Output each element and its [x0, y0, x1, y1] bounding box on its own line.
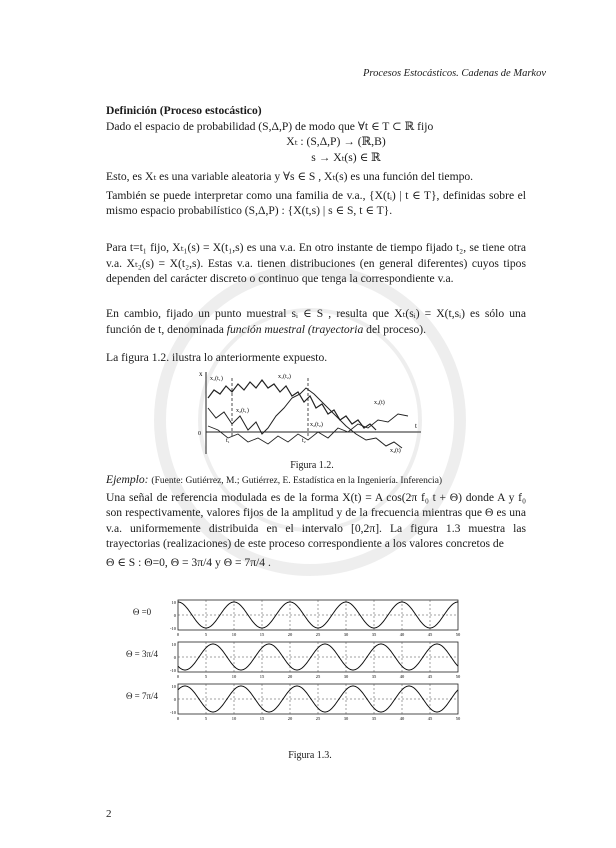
- fig3-x-tick: 0: [176, 716, 180, 721]
- fig3-y-tick: -10: [170, 710, 176, 715]
- fig3-y-tick: 0: [173, 613, 176, 618]
- fig3-x-tick: 5: [204, 716, 208, 721]
- figure-1-2-caption: Figura 1.2.: [290, 460, 334, 471]
- fig3-x-tick: 15: [259, 674, 265, 679]
- fig3-x-tick: 45: [427, 632, 433, 637]
- fig3-x-tick: 20: [287, 716, 293, 721]
- fig3-x-tick: 45: [427, 716, 433, 721]
- fig3-x-tick: 30: [343, 632, 349, 637]
- fig3-x-tick: 40: [399, 716, 405, 721]
- fig3-x-tick: 40: [399, 674, 405, 679]
- fig3-row-plot: [118, 682, 478, 724]
- fig3-x-tick: 0: [176, 674, 180, 679]
- fig3-y-tick: 10: [171, 600, 176, 605]
- fig3-x-tick: 35: [371, 674, 377, 679]
- fig2-label-x4t: x₄(t): [390, 448, 401, 454]
- fig3-x-tick: 10: [231, 632, 237, 637]
- fig3-x-tick: 35: [371, 716, 377, 721]
- fig2-label-t: t: [415, 422, 417, 430]
- running-header: Procesos Estocásticos. Cadenas de Markov: [362, 68, 546, 79]
- paragraph-fixed-time: Para t=t₁ fijo, Xₜ₁(s) = X(t₁,s) es una v.a. En otro instante de tiempo fijado t₂, se tiene otra v.a. Xₜ₂(s) = X(t₂,s). Estas v.a. tienen distribuciones (en general diferentes) cuyos tipos dependen del carácter discreto o continuo que tenga la correspondiente v.a.: [106, 241, 526, 285]
- fig3-x-tick: 35: [371, 632, 377, 637]
- example-label: Ejemplo:: [106, 473, 149, 486]
- fig3-x-tick: 5: [204, 632, 208, 637]
- equation-mapping: Xₜ : (S,Δ,P) → (ℝ,B): [286, 135, 386, 148]
- paragraph-sample-function: [106, 306, 526, 337]
- fig3-y-tick: 0: [173, 655, 176, 660]
- fig2-label-t2: t₂: [302, 438, 306, 444]
- example-text: Una señal de referencia modulada es de la forma X(t) = A cos(2π f₀ t + Θ) donde A y f₀ son respectivamente, valores fijos de la amplitud y de la frecuencia mientras que Θ es una v.a. uniformemente distribuida en el intervalo [0,2π]. La figura 1.3 muestra las trayectorias (realizaciones) de este proceso correspondiente a los valores concretos de: [106, 490, 526, 550]
- fig3-x-tick: 30: [343, 716, 349, 721]
- example-last-line: Θ ∈ S : Θ=0, Θ = 3π/4 y Θ = 7π/4 .: [106, 555, 271, 569]
- fig3-x-tick: 20: [287, 632, 293, 637]
- fig3-row: [118, 598, 498, 640]
- fig3-x-tick: 10: [231, 716, 237, 721]
- p2-text-italic: función muestral (trayectoria: [226, 322, 364, 336]
- fig2-label-x: x: [199, 370, 203, 378]
- fig3-row-plot: [118, 598, 478, 640]
- fig3-y-tick: 10: [171, 684, 176, 689]
- fig3-row-plot: [118, 640, 478, 682]
- fig3-row: [118, 640, 498, 682]
- figure-1-3-caption: Figura 1.3.: [288, 750, 332, 761]
- equation-mapping-2: s → Xₜ(s) ∈ ℝ: [311, 150, 381, 164]
- definition-line-2: Esto, es Xₜ es una variable aleatoria y ∀s ∈ S , Xₜ(s) es una función del tiempo.: [106, 170, 474, 183]
- p2-text-c: del proceso).: [363, 322, 427, 336]
- fig3-y-tick: -10: [170, 668, 176, 673]
- figure-1-2: [196, 368, 426, 458]
- fig3-x-tick: 50: [455, 674, 461, 679]
- fig3-row-label: Θ =0: [132, 607, 152, 617]
- fig2-label-origin: 0: [198, 431, 201, 437]
- fig3-x-tick: 25: [315, 632, 321, 637]
- fig3-x-tick: 50: [455, 632, 461, 637]
- fig3-y-tick: 10: [171, 642, 176, 647]
- fig2-label-x3t: x₃(t): [374, 400, 385, 406]
- fig3-x-tick: 25: [315, 716, 321, 721]
- fig3-x-tick: 45: [427, 674, 433, 679]
- fig3-x-tick: 15: [259, 716, 265, 721]
- example-section: [106, 472, 526, 570]
- figure-1-3: [118, 598, 498, 738]
- fig2-label-x2t1: x₂(t₁): [236, 408, 249, 414]
- fig3-x-tick: 25: [315, 674, 321, 679]
- fig3-row-label: Θ = 3π/4: [125, 649, 159, 659]
- example-source: (Fuente: Gutiérrez, M.; Gutiérrez, E. Estadística en la Ingeniería. Inferencia): [151, 476, 443, 486]
- fig2-label-x1t2: x₁(t₂): [278, 374, 291, 380]
- definition-line-1: Dado el espacio de probabilidad (S,Δ,P) de modo que ∀t ∈ T ⊂ ℝ fijo: [106, 119, 434, 133]
- fig3-x-tick: 5: [204, 674, 208, 679]
- fig2-label-t1: t₁: [226, 438, 230, 444]
- fig3-x-tick: 15: [259, 632, 265, 637]
- fig3-x-tick: 30: [343, 674, 349, 679]
- definition-title: Definición (Proceso estocástico): [106, 104, 262, 117]
- definition-line-3: También se puede interpretar como una familia de v.a., {X(tᵢ) | t ∈ T}, definidas sobre el mismo espacio probabilístico (S,Δ,P) : {X(t,s) | s ∈ S, t ∈ T}.: [106, 188, 526, 217]
- fig2-label-x2t2: x₂(t₂): [310, 422, 323, 428]
- fig3-x-tick: 40: [399, 632, 405, 637]
- fig3-row: [118, 682, 498, 724]
- definition-section: [106, 103, 526, 219]
- fig3-row-label: Θ = 7π/4: [125, 691, 159, 701]
- fig3-y-tick: 0: [173, 697, 176, 702]
- fig3-y-tick: -10: [170, 626, 176, 631]
- paragraph-figure-ref: La figura 1.2. ilustra lo anteriormente expuesto.: [106, 351, 328, 364]
- fig2-label-x1t1: x₁(t₁): [210, 376, 223, 382]
- p2-text-a: En cambio, fijado un punto muestral sᵢ ∈ S , resulta que Xₜ(sᵢ) = X(t,sᵢ) es sólo una función de t, denominada: [106, 307, 526, 336]
- fig3-x-tick: 20: [287, 674, 293, 679]
- page-number: 2: [106, 808, 112, 820]
- fig3-x-tick: 50: [455, 716, 461, 721]
- fig3-x-tick: 10: [231, 674, 237, 679]
- fig3-x-tick: 0: [176, 632, 180, 637]
